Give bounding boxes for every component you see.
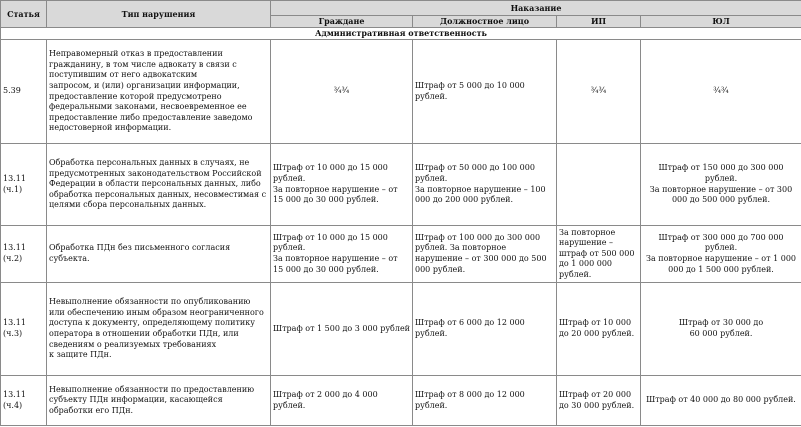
description-cell: Обработка персональных данных в случаях, не предусмотренных законодательством Российской Федерации в области персональных данных, либо обработка персональных данных, несовместимая с целями сбора персональных данных. [47,144,271,226]
article-cell: 13.11 (ч.2) [1,226,47,283]
section-title: Административная ответственность [1,28,801,40]
header-penalty: Наказание [271,1,801,16]
ip-cell: Штраф от 10 000 до 20 000 рублей. [557,283,641,376]
header-official: Должностное лицо [413,16,557,28]
header-ip: ИП [557,16,641,28]
official-cell: Штраф от 50 000 до 100 000 рублей. За повторное нарушение – 100 000 до 200 000 рублей. [413,144,557,226]
ip-cell: Штраф от 20 000 до 30 000 рублей. [557,376,641,426]
citizens-cell: Штраф от 1 500 до 3 000 рублей [271,283,413,376]
description-cell: Невыполнение обязанности по опубликованию или обеспечению иным образом неограниченного доступа к документу, определяющему политику оператора в отношении обработки ПДн, или сведениям о реализуемых требованиях к защите ПДн. [47,283,271,376]
citizens-cell: Штраф от 2 000 до 4 000 рублей. [271,376,413,426]
description-cell: Обработка ПДн без письменного согласия субъекта. [47,226,271,283]
official-cell: Штраф от 8 000 до 12 000 рублей. [413,376,557,426]
official-cell: Штраф от 5 000 до 10 000 рублей. [413,40,557,144]
citizens-cell: Штраф от 10 000 до 15 000 рублей. За повторное нарушение – от 15 000 до 30 000 рублей. [271,144,413,226]
legal-cell: Штраф от 30 000 до 60 000 рублей. [641,283,801,376]
legal-cell: Штраф от 150 000 до 300 000 рублей. За повторное нарушение – от 300 000 до 500 000 рублей. [641,144,801,226]
ip-cell [557,144,641,226]
article-cell: 13.11 (ч.4) [1,376,47,426]
header-article: Статья [1,1,47,28]
citizens-cell: Штраф от 10 000 до 15 000 рублей. За повторное нарушение – от 15 000 до 30 000 рублей. [271,226,413,283]
description-cell: Невыполнение обязанности по предоставлению субъекту ПДн информации, касающейся обработки его ПДн. [47,376,271,426]
header-citizens: Граждане [271,16,413,28]
legal-cell: ¾¾ [641,40,801,144]
table-row [1,283,801,376]
article-cell: 5.39 [1,40,47,144]
legal-cell: Штраф от 300 000 до 700 000 рублей. За повторное нарушение – от 1 000 000 до 1 500 000 рублей. [641,226,801,283]
header-legal: ЮЛ [641,16,801,28]
table-row [1,376,801,426]
ip-cell: ¾¾ [557,40,641,144]
article-cell: 13.11 (ч.1) [1,144,47,226]
table-row [1,40,801,144]
official-cell: Штраф от 100 000 до 300 000 рублей. За повторное нарушение – от 300 000 до 500 000 рублей. [413,226,557,283]
table-row [1,226,801,283]
citizens-cell: ¾¾ [271,40,413,144]
description-cell: Неправомерный отказ в предоставлении гражданину, в том числе адвокату в связи с поступившим от него адвокатским запросом, и (или) организации информации, предоставление которой предусмотрено федеральными законами, несвоевременное ее предоставление либо предоставление заведомо недостоверной информации. [47,40,271,144]
official-cell: Штраф от 6 000 до 12 000 рублей. [413,283,557,376]
header-violation: Тип нарушения [47,1,271,28]
legal-cell: Штраф от 40 000 до 80 000 рублей. [641,376,801,426]
table-row [1,144,801,226]
ip-cell: За повторное нарушение – штраф от 500 000 до 1 000 000 рублей. [557,226,641,283]
article-cell: 13.11 (ч.3) [1,283,47,376]
